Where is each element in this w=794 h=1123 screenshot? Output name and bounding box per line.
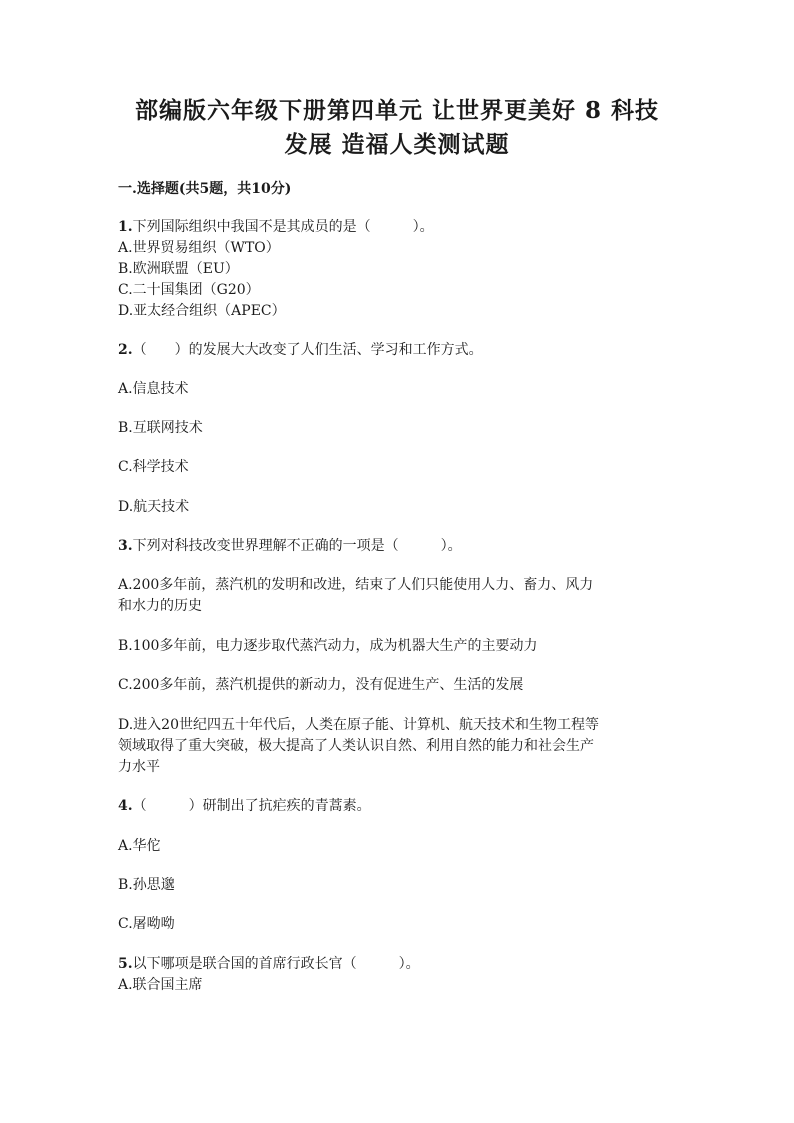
question-text: （ ）研制出了抗疟疾的青蒿素。 [132, 798, 371, 814]
question-2-option-a: A.信息技术 [118, 381, 189, 397]
question-2-option-b: B.互联网技术 [118, 420, 203, 436]
question-text: 下列国际组织中我国不是其成员的是（ ）。 [132, 219, 434, 235]
question-1-stem [118, 217, 434, 237]
question-1-option-b: B.欧洲联盟（EU） [118, 261, 239, 277]
question-1-option-d: D.亚太经合组织（APEC） [118, 303, 286, 319]
question-4-stem [118, 796, 371, 816]
question-text: （ ）的发展大大改变了人们生活、学习和工作方式。 [132, 342, 483, 358]
question-3-option-a-line-2: 和水力的历史 [118, 598, 202, 614]
question-3-stem [118, 536, 462, 556]
question-4-option-c: C.屠呦呦 [118, 916, 175, 932]
question-text: 下列对科技改变世界理解不正确的一项是（ ）。 [132, 538, 462, 554]
document-title-line-1: 部编版六年级下册第四单元 让世界更美好 8 科技 [134, 97, 660, 124]
question-5-option-a: A.联合国主席 [118, 977, 203, 993]
question-number: 3. [118, 538, 133, 554]
question-2-option-d: D.航天技术 [118, 499, 190, 515]
document-title-line-2: 发展 造福人类测试题 [284, 131, 510, 158]
question-3-option-d-line-1: D.进入20世纪四五十年代后，人类在原子能、计算机、航天技术和生物工程等 [118, 717, 599, 733]
question-3-option-d-line-3: 力水平 [118, 759, 160, 775]
question-3-option-d-line-2: 领域取得了重大突破，极大提高了人类认识自然、利用自然的能力和社会生产 [118, 738, 594, 754]
question-number: 2. [118, 342, 133, 358]
question-4-option-b: B.孙思邈 [118, 877, 175, 893]
question-2-option-c: C.科学技术 [118, 459, 189, 475]
question-1-option-c: C.二十国集团（G20） [118, 282, 260, 298]
question-3-option-a-line-1: A.200多年前，蒸汽机的发明和改进，结束了人们只能使用人力、畜力、风力 [118, 577, 594, 593]
question-number: 4. [118, 798, 133, 814]
question-5-stem [118, 954, 420, 974]
question-1-option-a: A.世界贸易组织（WTO） [118, 240, 280, 256]
question-number: 5. [118, 956, 133, 972]
question-4-option-a: A.华佗 [118, 838, 161, 854]
question-3-option-b: B.100多年前，电力逐步取代蒸汽动力，成为机器大生产的主要动力 [118, 638, 538, 654]
section-heading: 一.选择题(共5题，共10分) [118, 181, 292, 197]
question-2-stem [118, 340, 483, 360]
question-text: 以下哪项是联合国的首席行政长官（ ）。 [132, 956, 420, 972]
question-number: 1. [118, 219, 133, 235]
question-3-option-c: C.200多年前，蒸汽机提供的新动力，没有促进生产、生活的发展 [118, 677, 524, 693]
